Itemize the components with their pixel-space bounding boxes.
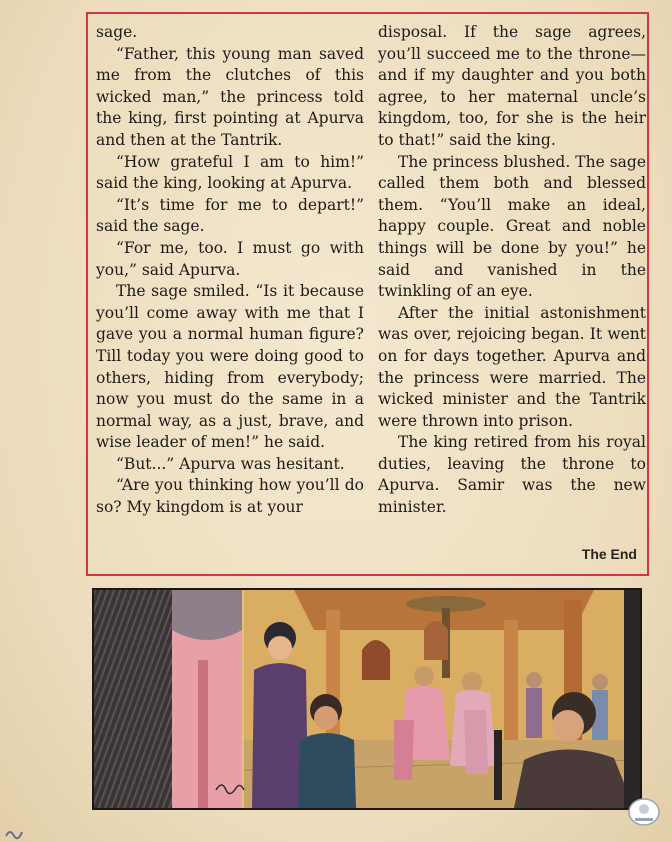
paragraph: “It’s time for me to depart!” said the sage. [96, 195, 364, 236]
story-left-column [96, 22, 364, 519]
paragraph: The king retired from his royal duties, leaving the throne to Apurva. Samir was the new minister. [378, 433, 646, 517]
corner-ink-mark-icon [4, 826, 34, 840]
paragraph: The sage smiled. “Is it because you’ll come away with me that I gave you a normal human figure? Till today you were doing good to others, hiding from everybody; now you must do the same in a normal way, as a just, brave, and wise leader of men!” he said. [96, 282, 364, 452]
paragraph: The princess blushed. The sage called them both and blessed them. “You’ll make an ideal, happy couple. Great and noble things will be done by you!” he said and vanished in the twinkling of an eye. [378, 152, 646, 301]
story-right-column [378, 22, 646, 519]
paragraph: After the initial astonishment was over, rejoicing began. It went on for days together. Apurva and the princess were married. The wicked minister and the Tantrik were thrown into prison. [378, 303, 646, 430]
paragraph: “Are you thinking how you’ll do so? My kingdom is at your [96, 476, 364, 517]
paragraph: “How grateful I am to him!” said the king, looking at Apurva. [96, 152, 364, 193]
paragraph: disposal. If the sage agrees, you’ll succeed me to the throne—and if my daughter and you both agree, to her maternal uncle’s kingdom, too, for she is the heir to that!” said the king. [378, 23, 646, 149]
paragraph: “Father, this young man saved me from the clutches of this wicked man,” the princess told the king, first pointing at Apurva and then at the Tantrik. [96, 44, 364, 149]
paragraph: sage. [96, 23, 138, 41]
royal-court-illustration [92, 588, 642, 810]
the-end-label: The End [581, 546, 637, 562]
story-text-box [86, 12, 649, 576]
paragraph: “For me, too. I must go with you,” said Apurva. [96, 238, 364, 279]
watermark-stamp-icon [626, 796, 662, 828]
paragraph: “But...” Apurva was hesitant. [116, 454, 345, 473]
